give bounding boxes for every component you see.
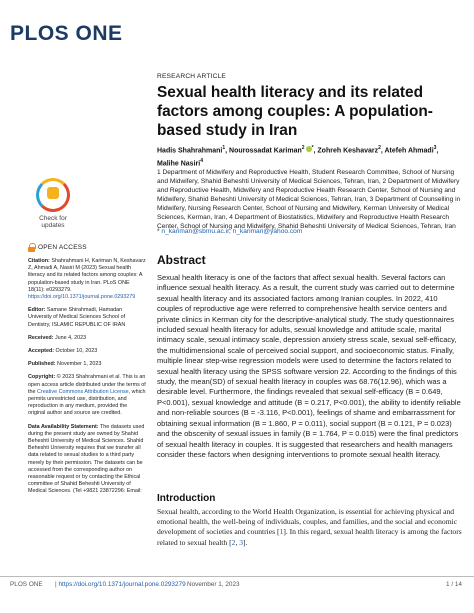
- footer-doi-link[interactable]: https://doi.org/10.1371/journal.pone.0293279: [58, 581, 186, 588]
- reference-link[interactable]: 1: [279, 527, 284, 537]
- email-prefix: *: [157, 228, 162, 235]
- email-link[interactable]: n_kariman@sbmu.ac.ir, n_kariman@yahoo.com: [161, 228, 303, 235]
- author-name[interactable]: Hadis Shahrahmani: [157, 147, 223, 155]
- open-access-badge: [28, 243, 146, 252]
- author-affiliation-mark: 1: [222, 145, 226, 151]
- author-affiliation-mark: 4: [200, 158, 203, 165]
- footer-date: November 1, 2023: [187, 581, 240, 588]
- corresponding-mark: *: [311, 145, 314, 151]
- author-separator: ,: [436, 147, 439, 155]
- reference-link[interactable]: 2: [231, 537, 236, 547]
- check-updates-label: Check for updates: [39, 215, 67, 229]
- abstract-text: Sexual health literacy is one of the factors that affect sexual health. Several factors can influence sexual health literacy. As a result, the current study was carried out to determine sexual health literacy and its associated factors among Iranian couples. In 2022, 410 couples of reproductive age were referred to comprehensive health service centers and private clinics in Kerman city for the descriptive-analytical study. The study questionnaires included sexual health literacy for adults, sexual knowledge and attitude scale, marital intimacy scale, sexual intimacy scale, depression anxiety stress scale, sexual self-efficacy, the multidimensional scale of perceived social support, and socioeconomic status. Finally, multiple linear step-wise regression models were used to determine the factors related to sexual health literacy using the SPSS software version 22. According to the findings of this study, the mean(SD) of sexual health literacy in couples was 68.76(12.96), which was a desirable level. Furthermore, the findings revealed that sexual self-efficacy (B = 0.649, P<0.001), sexual knowledge and attitude (B = 0.217, P<0.001), the ability to identify reliable and non-reliable sources (B = -3.116, P<0.001), feelings of shame and embarrassment for obtaining sexual information (B = 1.860, P = 0.011), social support (B = 0.121, P = 0.023) and the obscenity of sexual issues in family (B = 1.764, P = 0.015) were the final predictors of sexual health literacy in couples. It is suggested that researchers and health managers consider these factors when designing interventions to promote sexual health literacy.: [157, 273, 461, 459]
- introduction-heading: Introduction: [157, 493, 216, 504]
- author-name[interactable]: Malihe Nasiri: [157, 160, 201, 168]
- affiliations: [157, 168, 462, 231]
- author-name[interactable]: , Atefeh Ahmadi: [380, 147, 434, 155]
- check-for-updates-button[interactable]: [30, 178, 76, 234]
- page-number: 1 / 14: [446, 581, 462, 588]
- abstract-heading: Abstract: [157, 253, 206, 267]
- author-name[interactable]: , Zohreh Keshavarz: [313, 147, 379, 155]
- copyright: Copyright: © 2023 Shahrahmani et al. This is an open access article distributed under the terms of the Creative Commons Attribution License, which permits unrestricted use, distribution, and reproduction in any medium, provided the original author and source are credited.: [28, 374, 146, 417]
- open-access-label: OPEN ACCESS: [38, 243, 87, 251]
- article-title: Sexual health literacy and its related factors among couples: A population-based study in Iran: [157, 84, 433, 139]
- reference-link[interactable]: 3: [239, 537, 244, 547]
- article-info-sidebar: [28, 243, 146, 502]
- data-availability: Data Availability Statement: The datasets used during the present study are owned by Shahid Beheshti University of Medical Sciences. Shahid Beheshti University requires that we transfer all data related to sexual studies to a third party merely by their permission. The datasets can be accessed from the corresponding author on reasonable request or by contacting the Ethical committee of Shahid Beheshti University of Medical Sciences. (Tel +9821 23872296: Email:: [28, 423, 145, 495]
- open-lock-icon: [28, 243, 35, 252]
- received-date: Received: June 4, 2023: [28, 334, 87, 341]
- accepted-date: Accepted: October 10, 2023: [28, 348, 98, 355]
- journal-logo[interactable]: PLOS ONE: [10, 22, 123, 45]
- page-footer: [0, 576, 474, 588]
- footer-journal: PLOS ONE: [10, 581, 43, 588]
- citation: Citation: Shahrahmani H, Kariman N, Keshavarz Z, Ahmadi A, Nasiri M (2023) Sexual health literacy and its related factors among couples: A population-based study in Iran. PLoS ONE 18(11): e0293279. https://doi.org/10.1371/journal.pone.0293279: [28, 258, 146, 301]
- author-affiliation-mark: 2: [301, 145, 305, 151]
- corresponding-email: [157, 228, 302, 235]
- published-date: Published: November 1, 2023: [28, 361, 102, 368]
- footer-doi: | https://doi.org/10.1371/journal.pone.0293279: [55, 581, 186, 588]
- author-affiliation-mark: 2: [378, 145, 381, 151]
- editor-info: Editor: Samane Shirahmadi, Hamadan University of Medical Sciences School of Dentistry, ISLAMIC REPUBLIC OF IRAN: [28, 307, 126, 328]
- author-list: [157, 143, 462, 170]
- citation-doi-link[interactable]: https://doi.org/10.1371/journal.pone.0293279: [28, 294, 136, 301]
- check-updates-icon: [36, 178, 70, 212]
- article-type: RESEARCH ARTICLE: [157, 73, 227, 80]
- introduction-text: Sexual health, according to the World Health Organization, is essential for achieving physical and emotional health, the well-being of individuals, couples, and families, and the social and economic development of societies and countries [1]. In this regard, sexual health literacy is among the factors related to sexual health [2, 3].: [157, 507, 462, 547]
- author-name[interactable]: , Nourossadat Kariman: [225, 147, 302, 155]
- license-link[interactable]: Creative Commons Attribution License: [37, 388, 129, 395]
- author-affiliation-mark: 3: [433, 145, 437, 151]
- affiliation-text: 1 Department of Midwifery and Reproductive Health, Student Research Committee, School of Nursing and Midwifery, Shahid Beheshti University of Medical Sciences, Tehran, Iran, 2 Department of Midwifery and Reproductive Health, Midwifery and Reproductive Health Research Center, School of Nursing and Midwifery, Shahid Beheshti University of Medical Sciences, Tehran, Iran, 3 Department of Counselling in Midwifery, Nursing Research Center, School of Nursing and Midwifery, Kerman University of Medical Sciences, Kerman, Iran, 4 Department of Biostatistics, Midwifery and Reproductive Health Research Center, School of Nursing and Midwifery, Shahid Beheshti University of Medical Sciences, Tehran, Iran: [157, 169, 461, 230]
